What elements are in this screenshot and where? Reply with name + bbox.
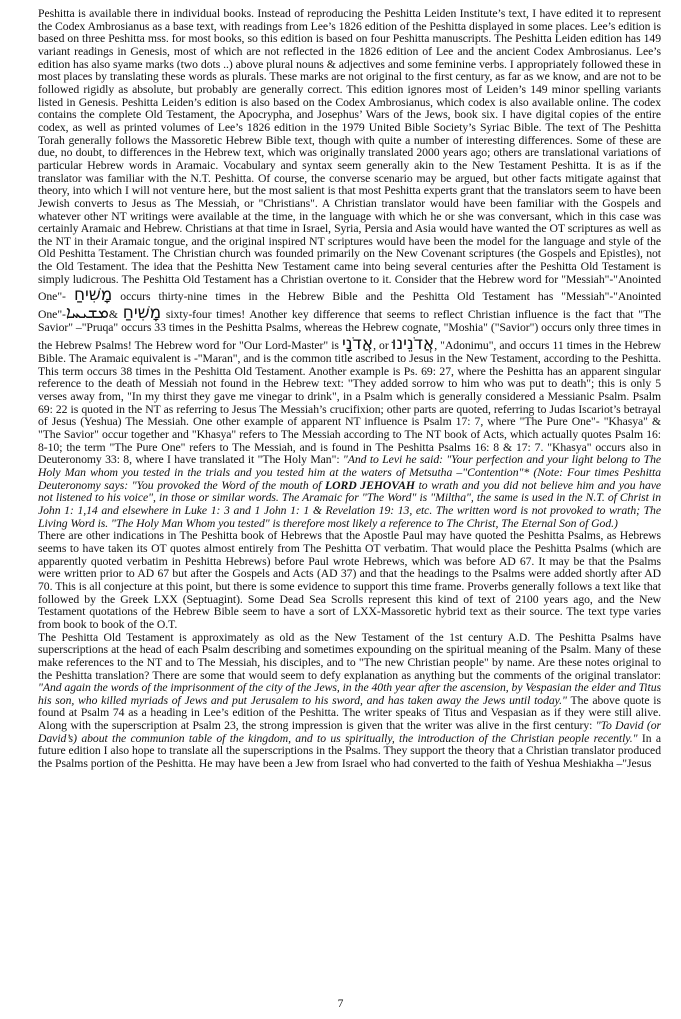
text-run: Peshitta is available there in individual books. Instead of reproducing the Peshitta Leiden Institute’s text, I have edited it to represent the Codex Ambrosianus as a base text, with readings from Lee’s 1826 edition of the Peshitta displayed in some places. Lee’s edition is based on three Peshitta mss. for most books, so this edition is based on four Peshitta manuscripts. The Peshitta Leiden edition has 149 variant readings in Genesis, most of which are not reflected in the 1826 edition of Lee and the ancient Codex Ambrosianus. Lee’s edition has also syame marks (two dots ..) above plural nouns & adjectives and some feminine verbs. I appropriately followed these in most places by translating these words as plurals. These marks are not original to the first century, as far as we know, and are not to be followed rigidly as absolute, but probably are generally correct. This edition ignores most of Leiden’s 149 minor spelling variants listed in Genesis. Peshitta Leiden’s edition is also based on the Codex Ambrosianus, which codex is also available online. The codex contains the complete Old Testament, the Apocrypha, and Josephus’ Wars of the Jews, book six. I have digital copies of the entire codex, as well as printed volumes of Lee’s 1826 edition in the 1979 United Bible Society’s Syriac Bible. The text of The Peshitta Torah generally follows the Massoretic Hebrew Bible text, though with quite a number of interesting differences. Some of these are due, no doubt, to differences in the Hebrew text, which was originally translated 2000 years ago; others are translational variations of particular Hebrew words in Aramaic. Vocabulary and syntax seem generally akin to the New Testament Peshitta. It is as if the translator was familiar with the N.T. Peshitta. Of course, the converse scenario may be argued, but other facts mitigate against that theory, into which I will not venture here, but the most salient is that most Peshitta experts grant that the translators seem to have been Jewish converts to Jesus as The Messiah, or "Christians". A Christian translator would have been familiar with the Gospels and whatever other NT writings were available at the time, in the language with which he or she was conversant, which in this case was certainly Aramaic and Hebrew. Christians at that time in Israel, Syria, Persia and Asia would have wanted the OT scriptures as well as the NT in their Aramaic tongue, and the original inspired NT scriptures would have been the model for the language and style of the Old Peshitta Testament. The Christian church was founded primarily on the New Covenant scriptures (the Gospels and Epistles), not the Old Testament. The idea that the Peshitta New Testament came into being several centuries after the Peshitta Old Testament is simply ludicrous. The Peshitta Old Testament has a Christian overtone to it. Consider that the Hebrew word for "Messiah"-"Anointed One"- [38, 7, 661, 304]
italic-quote: to wrath and you did not believe him and you have not listened to his voice", in those or similar words. The Aramaic for "The Word" is "Miltha", the same is used in the N.T. of Christ in John 1: 1,14 and elsewhere in Luke 1: 3 and 1 John 1: 1 & Revelation 19: 13, etc. The written word is not provoked to wrath; The Living Word is. "The Holy Man Whom you tested" is therefore most likely a reference to The Christ, The Eternal Son of God.) [38, 478, 662, 530]
text-run: sixty-four times! Another key difference that seems to reflect Christian influence is the fact that "The Savior" –"Pruqa" occurs 33 times in the Peshitta Psalms, whereas the Hebrew cognate, "Moshia" ("Savior") occurs only three times in the Hebrew Psalms! The Hebrew word for "Our Lord-Master" is [38, 308, 661, 353]
text-run: The above quote is found at Psalm 74 as a heading in Lee’s edition of the Peshitta. The writer speaks of Titus and Vespasian as if they were still alive. Along with the superscription at Psalm 23, the strong impression is given that the writer was alive in the first century: [38, 693, 661, 733]
text-run: & [108, 308, 123, 322]
text-run: There are other indications in The Peshitta book of Hebrews that the Apostle Paul may have quoted the Peshitta Psalms, as Hebrews seems to have taken its OT quotes almost entirely from The Peshitta OT verbatim. That would place the Peshitta Psalms (which are apparently quoted verbatim in Peshitta Hebrews) before Paul wrote Hebrews, which was before AD 67. It may be that the Psalms were written prior to AD 67 but after the Gospels and Acts (AD 37) and that the headings to the Psalms were added shortly after AD 70. This is all conjecture at this point, but there is some evidence to support this time frame. Proverbs generally follows a text like that followed by the Greek LXX (Septuagint). Some Dead Sea Scrolls represent this kind of text of 2100 years ago, and the New Testament quotations of the Hebrew Bible seem to have a sort of LXX-Massoretic hybrid text as their source. The text type varies from book to book of the O.T. [38, 529, 661, 631]
paragraph-peshitta-editions [38, 8, 661, 530]
text-run: , or [373, 339, 392, 353]
hebrew-word: מָשִׁיחַ [73, 285, 113, 306]
page-number: 7 [337, 998, 344, 1010]
italic-quote: "And to Levi he said: "Your perfection and your light belong to The Holy Man whom you tested in the trials and you tested him at the waters of Metsutha –"Contention"* (Note: Four times Peshitta Deuteronomy says: "You provoked the Word of the mouth of [38, 453, 661, 492]
paragraph-hebrews-quotations [38, 530, 661, 631]
text-run: occurs thirty-nine times in the Hebrew Bible and the Peshitta Old Testament has "Messiah"-"Anointed One"- [38, 290, 661, 322]
text-run: The Peshitta Old Testament is approximately as old as the New Testament of the 1st century A.D. The Peshitta Psalms have superscriptions at the head of each Psalm describing and sometimes expounding on the spiritual meaning of the Psalm. Many of these make references to the NT and to The Messiah, his disciples, and to "The new Christian people" by name. Are these notes original to the Peshitta translation? There are some that would seem to defy explanation as anything but the comments of the original translator: [38, 630, 661, 682]
hebrew-word: אֲדֹנָי [342, 334, 374, 355]
italic-quote: "To David (or David’s) about the communion table of the kingdom, and to us spiritually, the introduction of the Christian people recently." [38, 719, 662, 745]
text-run: In a future edition I also hope to translate all the superscriptions in the Psalms. They support the theory that a Christian translator produced the Psalms portion of the Peshitta. He may have been a Jew from Israel who had converted to the faith of Yeshua Meshiakha –"Jesus [38, 731, 661, 771]
italic-quote: "And again the words of the imprisonment of the city of the Jews, in the 40th year after the ascension, by Vespasian the elder and Titus his son, who killed myriads of Jews and put Jerusalem to his sword, and has taken away the Jews until today." [38, 681, 661, 707]
hebrew-word: אֲדֹנֵינוּ [391, 334, 435, 355]
hebrew-word: מָשִׁיחַ [122, 303, 162, 324]
text-run: , "Adonimu", and occurs 11 times in the Hebrew Bible. The Aramaic equivalent is -"Maran", and is the common title ascribed to Jesus in the New Testament, according to the Peshitta. This term occurs 38 times in the Peshitta Old Testament. Another example is Ps. 69: 27, where the Peshitta has an apparent singular reference to the death of Messiah not found in the Hebrew text: "They added sorrow to him who was put to death"; this is only 5 verses away from, "In my thirst they gave me vinegar to drink", in a Psalm which is generally considered a Messianic Psalm. Psalm 69: 22 is quoted in the NT as referring to Jesus The Messiah’s crucifixion; other parts are quoted, referring to Judas Iscariot’s betrayal of Jesus (Yeshua) The Messiah. One other example of apparent NT influence is Psalm 17: 7, where "The Pure One"- "Khasya" & "The Savior" occur together and "Khasya" refers to The Messiah according to The NT book of Acts, which actually quotes Psalm 16: 8-10; the term "The Pure One" refers to The Messiah, and is found in The Peshitta Psalms 16: 8 & 17: 7. "Khasya" occurs also in Deuteronomy 33: 8, where I have translated it "The Holy Man": [38, 339, 661, 467]
paragraph-psalm-superscriptions [38, 632, 661, 771]
body-text [38, 8, 661, 771]
hebrew-word: ܡܫܝܚܐ [65, 303, 109, 324]
divine-name: LORD JEHOVAH [325, 478, 415, 492]
